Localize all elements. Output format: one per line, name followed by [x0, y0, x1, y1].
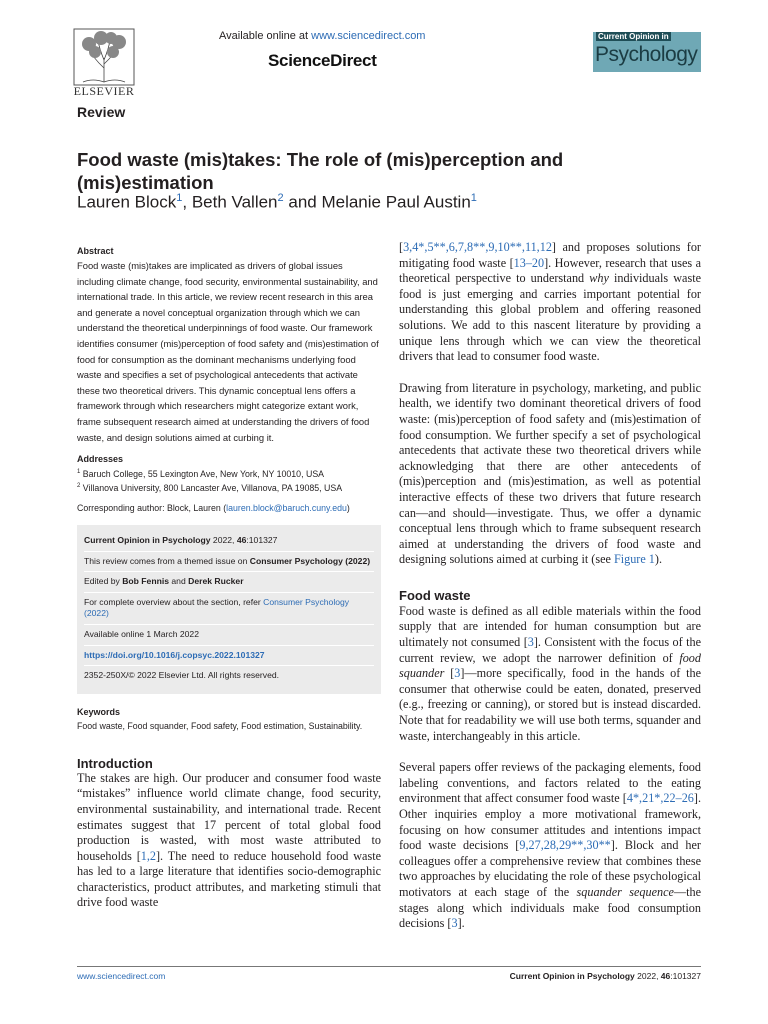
author-name[interactable]: Melanie Paul Austin	[321, 192, 471, 212]
footer-volume: 46	[660, 971, 671, 981]
footer-link-wrap	[77, 971, 165, 981]
doi-link[interactable]: https://doi.org/10.1016/j.copsyc.2022.101327	[84, 649, 265, 660]
citation-volume: 46	[236, 534, 247, 545]
corresponding-email-link[interactable]: lauren.block@baruch.cuny.edu	[226, 502, 347, 513]
citation-link[interactable]: 9,27,28,29**,30**	[519, 838, 611, 853]
editors	[84, 572, 374, 593]
body-text: Food waste is defined as all edible materials within the food supply that are intended for human consumption but are ultimately not consumed [	[399, 603, 701, 650]
overview-link[interactable]: Consumer Psychology (2022)	[84, 596, 350, 619]
available-online	[219, 30, 425, 42]
right-column	[399, 240, 701, 932]
edited-prefix: Edited by	[84, 576, 123, 587]
keywords-text: Food waste, Food squander, Food safety, Food estimation, Sustainability.	[77, 720, 363, 731]
introduction-heading: Introduction	[77, 755, 153, 771]
address-text: Villanova University, 800 Lancaster Ave, Villanova, PA 19085, USA	[82, 482, 343, 493]
body-text: [	[444, 666, 455, 681]
platform-name: ScienceDirect	[268, 51, 377, 70]
corresponding-suffix: )	[346, 502, 350, 513]
body-text: ] and proposes solutions for mitigating food waste [	[399, 240, 701, 270]
journal-name: Current Opinion in Psychology	[84, 534, 211, 545]
journal-cover-top: Current Opinion in	[598, 32, 669, 41]
affiliation-ref[interactable]: 1	[176, 192, 183, 204]
copyright: 2352-250X/© 2022 Elsevier Ltd. All rights reserved.	[84, 670, 280, 681]
body-text: Several papers offer reviews of the packaging elements, food labeling conventions, and factors related to the eating environment that affect consumer food waste [	[399, 760, 701, 806]
article-type: Review	[77, 104, 126, 120]
citation-link[interactable]: 3	[451, 916, 458, 931]
affiliation-ref[interactable]: 2	[277, 192, 284, 204]
body-text: [	[399, 240, 404, 254]
author-separator: ,	[182, 192, 192, 212]
keywords-heading: Keywords	[77, 706, 121, 717]
emphasis: squander sequence	[576, 884, 674, 899]
body-paragraph	[399, 240, 701, 365]
body-text: The stakes are high. Our producer and consumer food waste “mistakes” influence world climate change, food security, environmental sustainability, and international trade. Recent estimates suggest that 17 percent of total global food production is wasted, with most waste attributed to households [	[77, 770, 381, 863]
address-text: Baruch College, 55 Lexington Ave, New York, NY 10010, USA	[82, 469, 325, 480]
article-info-box	[77, 525, 381, 694]
body-text: ]. Consistent with the focus of the current review, we adopt the narrower definition of	[399, 635, 701, 665]
citation-link[interactable]: 3	[527, 635, 534, 650]
figure-link[interactable]: Figure 1	[613, 552, 655, 567]
address-number: 2	[77, 483, 81, 490]
body-text: ]. Block and her colleagues offer a comprehensive review that combines these two approaches by elucidating the role of these psychological motivators at each stage of the	[399, 838, 701, 899]
citation-link[interactable]: 3	[454, 666, 461, 681]
footer-sciencedirect-link[interactable]: www.sciencedirect.com	[77, 971, 166, 981]
doi-row	[84, 646, 374, 667]
emphasis: why	[589, 271, 609, 286]
citation-link[interactable]: 3,4*,5**,6,7,8**,9,10**,11,12	[403, 240, 552, 254]
abstract-text: Food waste (mis)takes are implicated as drivers of global issues including climate change, food security, environmental sustainability, and international trade. In this article, we review recent research in this area and generate a novel conceptual organization through which we can understand the theoretical underpinnings of food waste. Our framework identifies consumer (mis)perception of food safety and (mis)estimation of food for consumption as the dominant mechanisms underlying food waste and specifies a set of psychological antecedents that activate these two theoretical drivers. This dynamic conceptual lens offers a framework through which researchers might categorize extant work, frame subsequent research aimed at understanding the drivers of food waste, and design solutions aimed at curbing it.	[77, 260, 379, 443]
themed-issue	[84, 552, 374, 573]
footer-divider	[77, 966, 701, 967]
editor-name: Bob Fennis	[122, 576, 170, 587]
emphasis: food squander	[399, 650, 701, 681]
introduction-paragraph	[77, 771, 381, 911]
publisher-logo-text: ELSEVIER	[73, 84, 135, 98]
body-text: individuals waste food is just emerging and carries important potential for understanding this global problem and offering reasoned solutions. We add to this nascent literature by providing a unique lens through which we can view the theoretical drivers that lead to consumer food waste.	[399, 271, 701, 364]
body-text: —the stages along which individuals make food consumption decisions [	[399, 884, 701, 931]
body-paragraph	[399, 604, 701, 744]
body-text: Drawing from literature in psychology, marketing, and public health, we identify two dominant theoretical drivers of food waste: (mis)perception of food safety and (mis)estimation of food consumption. We further specify a set of psychological antecedents that activate these two theoretical drivers while acknowledging that there are other antecedents of (mis)perception and (mis)estimation, as well as potential interactive effects of these two drivers that future research can—and should—investigate. Thus, we offer a dynamic conceptual lens through which to frame subsequent research aimed at understanding the drivers of food waste and designing solutions aimed at curbing it (see	[399, 380, 701, 567]
corresponding-author	[77, 503, 381, 513]
footer-year: 2022,	[634, 971, 661, 981]
corresponding-prefix: Corresponding author: Block, Lauren (	[77, 502, 227, 513]
available-prefix: Available online at	[219, 30, 312, 42]
address-line	[77, 480, 381, 494]
citation-article-number: :101327	[246, 534, 278, 545]
journal-citation	[84, 531, 374, 552]
editor-name: Derek Rucker	[188, 576, 244, 587]
body-text: ]. However, research that uses a theoretical perspective to understand	[399, 255, 702, 286]
body-text: ].	[457, 916, 465, 931]
affiliation-ref[interactable]: 1	[470, 192, 477, 204]
themed-prefix: This review comes from a themed issue on	[84, 555, 250, 566]
food-waste-heading: Food waste	[399, 587, 471, 603]
author-name[interactable]: Beth Vallen	[191, 192, 278, 212]
body-text: ]. Other inquiries employ a more motivational framework, focusing on how consumer attitudes and intentions impact food waste decisions [	[399, 791, 701, 853]
address-number: 1	[77, 469, 81, 476]
journal-cover-main: Psychology	[595, 43, 698, 66]
article-title: Food waste (mis)takes: The role of (mis)perception and (mis)estimation	[77, 149, 564, 193]
address-line	[77, 466, 381, 480]
left-column	[77, 246, 381, 911]
citation-link[interactable]: 4*,21*,22–26	[626, 791, 694, 806]
addresses	[77, 454, 381, 494]
body-paragraph	[399, 381, 701, 568]
keywords	[77, 706, 381, 732]
citation-link[interactable]: 13–20	[513, 255, 545, 270]
sciencedirect-link[interactable]: www.sciencedirect.com	[311, 30, 426, 42]
abstract-heading: Abstract	[77, 246, 114, 256]
body-text: ]—more specifically, food in the hands of the consumer that otherwise could be eaten, donated, preserved (e.g., freezing or canning), or stored but is instead discarded. Note that for readability we will use both terms, squander and waste, interchangeably in this article.	[399, 666, 701, 743]
themed-issue-name: Consumer Psychology (2022)	[249, 555, 371, 566]
body-paragraph	[399, 760, 701, 932]
author-separator: and	[283, 192, 322, 212]
body-text: ]. The need to reduce household food waste has led to a large literature that identifies socio-demographic characteristics, product attributes, and marketing stimuli that drive food waste	[77, 848, 381, 910]
footer-journal: Current Opinion in Psychology	[509, 971, 635, 981]
editor-separator: and	[169, 576, 189, 587]
overview-prefix: For complete overview about the section, refer	[84, 596, 264, 607]
body-text: ).	[654, 552, 663, 567]
citation-year: 2022,	[210, 534, 237, 545]
citation-link[interactable]: 1,2	[140, 848, 156, 863]
journal-cover[interactable]	[593, 32, 701, 72]
author-name[interactable]: Lauren Block	[77, 192, 177, 212]
footer-citation	[510, 971, 701, 981]
addresses-heading: Addresses	[77, 454, 124, 465]
section-overview	[84, 593, 374, 625]
author-list	[77, 192, 477, 213]
footer-article-number: :101327	[670, 971, 701, 981]
available-date: Available online 1 March 2022	[84, 625, 374, 646]
